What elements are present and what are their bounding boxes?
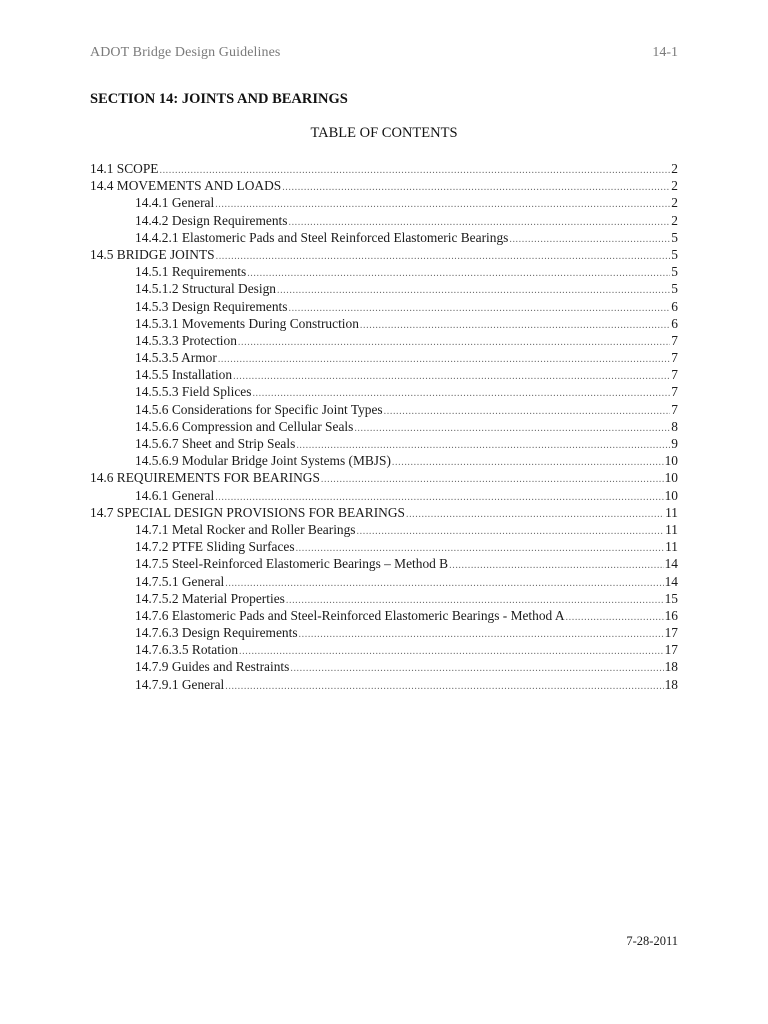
toc-entry[interactable] [90,298,678,315]
toc-entry-page-number: 5 [671,229,678,245]
toc-entry-page-number: 15 [664,590,678,606]
toc-entry-page-number: 8 [671,418,678,434]
toc-entry-page-number: 5 [671,281,678,297]
toc-dot-leader [357,523,665,538]
toc-dot-leader [299,626,664,641]
toc-dot-leader [215,489,663,504]
toc-dot-leader [252,385,670,400]
footer-date: 7-28-2011 [626,934,678,948]
toc-entry-page-number: 2 [671,195,678,211]
toc-dot-leader [225,678,663,693]
toc-entry[interactable] [90,332,678,349]
toc-entry-label: 14.5.6 Considerations for Specific Joint Types [135,401,383,417]
toc-entry-page-number: 6 [671,315,678,331]
toc-dot-leader [296,540,665,555]
toc-entry-label: 14.7.1 Metal Rocker and Roller Bearings [135,521,356,537]
toc-entry-label: 14.7 SPECIAL DESIGN PROVISIONS FOR BEARINGS [90,504,405,520]
toc-entry[interactable] [90,366,678,383]
toc-entry-label: 14.7.5.1 General [135,573,225,589]
toc-entry-label: 14.7.9.1 General [135,676,225,692]
toc-entry-label: 14.7.5 Steel-Reinforced Elastomeric Bearings – Method B [135,556,449,572]
toc-entry[interactable] [90,487,678,504]
toc-dot-leader [215,196,670,211]
toc-entry[interactable] [90,658,678,675]
toc-entry[interactable] [90,418,678,435]
toc-entry[interactable] [90,590,678,607]
toc-entry-page-number: 11 [665,539,678,555]
toc-entry[interactable] [90,452,678,469]
toc-entry[interactable] [90,349,678,366]
toc-entry[interactable] [90,401,678,418]
toc-entry-page-number: 17 [664,625,678,641]
toc-entry-page-number: 18 [664,659,678,675]
toc-entry-label: 14.7.5.2 Material Properties [135,590,285,606]
toc-entry-label: 14.4.2.1 Elastomeric Pads and Steel Reinforced Elastomeric Bearings [135,229,509,245]
toc-entry-label: 14.4 MOVEMENTS AND LOADS [90,178,282,194]
toc-dot-leader [233,368,670,383]
toc-entry-label: 14.5.3.5 Armor [135,350,217,366]
table-of-contents [90,160,678,693]
toc-entry-page-number: 2 [671,178,678,194]
toc-dot-leader [360,317,670,332]
toc-entry[interactable] [90,315,678,332]
toc-dot-leader [449,557,663,572]
toc-dot-leader [354,420,670,435]
toc-dot-leader [296,437,670,452]
toc-entry-label: 14.5.1.2 Structural Design [135,281,276,297]
toc-dot-leader [225,575,663,590]
toc-entry[interactable] [90,641,678,658]
toc-entry-page-number: 11 [665,504,678,520]
toc-entry[interactable] [90,521,678,538]
toc-entry[interactable] [90,280,678,297]
toc-entry-label: 14.5.3.3 Protection [135,332,237,348]
toc-entry-page-number: 17 [664,642,678,658]
toc-entry-label: 14.7.9 Guides and Restraints [135,659,290,675]
toc-entry-page-number: 7 [671,384,678,400]
toc-entry-page-number: 14 [664,556,678,572]
toc-entry-label: 14.5.5.3 Field Splices [135,384,252,400]
toc-entry-label: 14.5.1 Requirements [135,264,247,280]
toc-dot-leader [277,282,670,297]
running-header-page-number: 14-1 [652,45,678,60]
toc-entry-label: 14.5 BRIDGE JOINTS [90,246,215,262]
running-header-title: ADOT Bridge Design Guidelines [90,45,281,60]
toc-entry-page-number: 2 [671,212,678,228]
toc-dot-leader [288,214,670,229]
toc-dot-leader [216,248,671,263]
toc-entry-page-number: 10 [664,487,678,503]
toc-dot-leader [384,403,671,418]
toc-entry-page-number: 18 [664,676,678,692]
toc-dot-leader [288,300,670,315]
toc-entry-page-number: 2 [671,161,678,176]
toc-entry[interactable] [90,229,678,246]
toc-entry[interactable] [90,607,678,624]
toc-entry-label: 14.5.5 Installation [135,367,233,383]
toc-entry-page-number: 14 [664,573,678,589]
toc-entry-page-number: 10 [664,453,678,469]
toc-entry[interactable] [90,246,678,263]
toc-entry[interactable] [90,555,678,572]
toc-dot-leader [247,265,670,280]
toc-entry-label: 14.7.6 Elastomeric Pads and Steel-Reinforced Elastomeric Bearings - Method A [135,607,565,623]
toc-dot-leader [290,660,663,675]
toc-heading: TABLE OF CONTENTS [310,125,458,141]
toc-entry-page-number: 9 [671,436,678,451]
toc-entry-page-number: 7 [671,350,678,366]
toc-entry[interactable] [90,177,678,194]
toc-entry-label: 14.5.3 Design Requirements [135,298,288,314]
toc-dot-leader [238,334,670,349]
toc-entry-label: 14.4.1 General [135,195,215,211]
toc-entry-page-number: 6 [671,298,678,314]
toc-entry-label: 14.7.2 PTFE Sliding Surfaces [135,539,295,555]
toc-entry[interactable] [90,573,678,590]
toc-entry[interactable] [90,676,678,693]
toc-entry-label: 14.5.6.9 Modular Bridge Joint Systems (MBJS) [135,453,391,469]
toc-dot-leader [321,471,664,486]
toc-entry[interactable] [90,504,678,521]
toc-entry-page-number: 7 [671,367,678,383]
toc-entry-page-number: 11 [665,521,678,537]
toc-entry[interactable] [90,194,678,211]
toc-entry[interactable] [90,212,678,229]
toc-dot-leader [286,592,664,607]
toc-dot-leader [406,506,664,521]
toc-entry[interactable] [90,469,678,486]
toc-entry-page-number: 10 [664,470,678,486]
toc-entry-page-number: 7 [671,332,678,348]
toc-entry[interactable] [90,263,678,280]
toc-entry-label: 14.6.1 General [135,487,215,503]
toc-entry-label: 14.7.6.3 Design Requirements [135,625,298,641]
toc-dot-leader [566,609,664,624]
toc-dot-leader [218,351,670,366]
toc-dot-leader [392,454,664,469]
toc-entry[interactable] [90,435,678,452]
toc-entry-label: 14.6 REQUIREMENTS FOR BEARINGS [90,470,320,486]
toc-entry-page-number: 7 [671,401,678,417]
toc-entry-label: 14.1 SCOPE [90,161,159,176]
toc-entry-page-number: 5 [671,264,678,280]
section-title: SECTION 14: JOINTS AND BEARINGS [90,91,348,107]
toc-dot-leader [239,643,664,658]
toc-entry-label: 14.5.6.6 Compression and Cellular Seals [135,418,354,434]
toc-entry-page-number: 5 [671,246,678,262]
toc-dot-leader [282,179,670,194]
toc-entry[interactable] [90,160,678,177]
toc-entry-label: 14.5.6.7 Sheet and Strip Seals [135,436,296,451]
toc-entry-label: 14.5.3.1 Movements During Construction [135,315,359,331]
toc-dot-leader [509,231,670,246]
toc-entry[interactable] [90,624,678,641]
toc-entry-page-number: 16 [664,607,678,623]
toc-entry-label: 14.7.6.3.5 Rotation [135,642,239,658]
toc-entry-label: 14.4.2 Design Requirements [135,212,288,228]
toc-entry[interactable] [90,383,678,400]
toc-entry[interactable] [90,538,678,555]
toc-dot-leader [159,162,670,177]
